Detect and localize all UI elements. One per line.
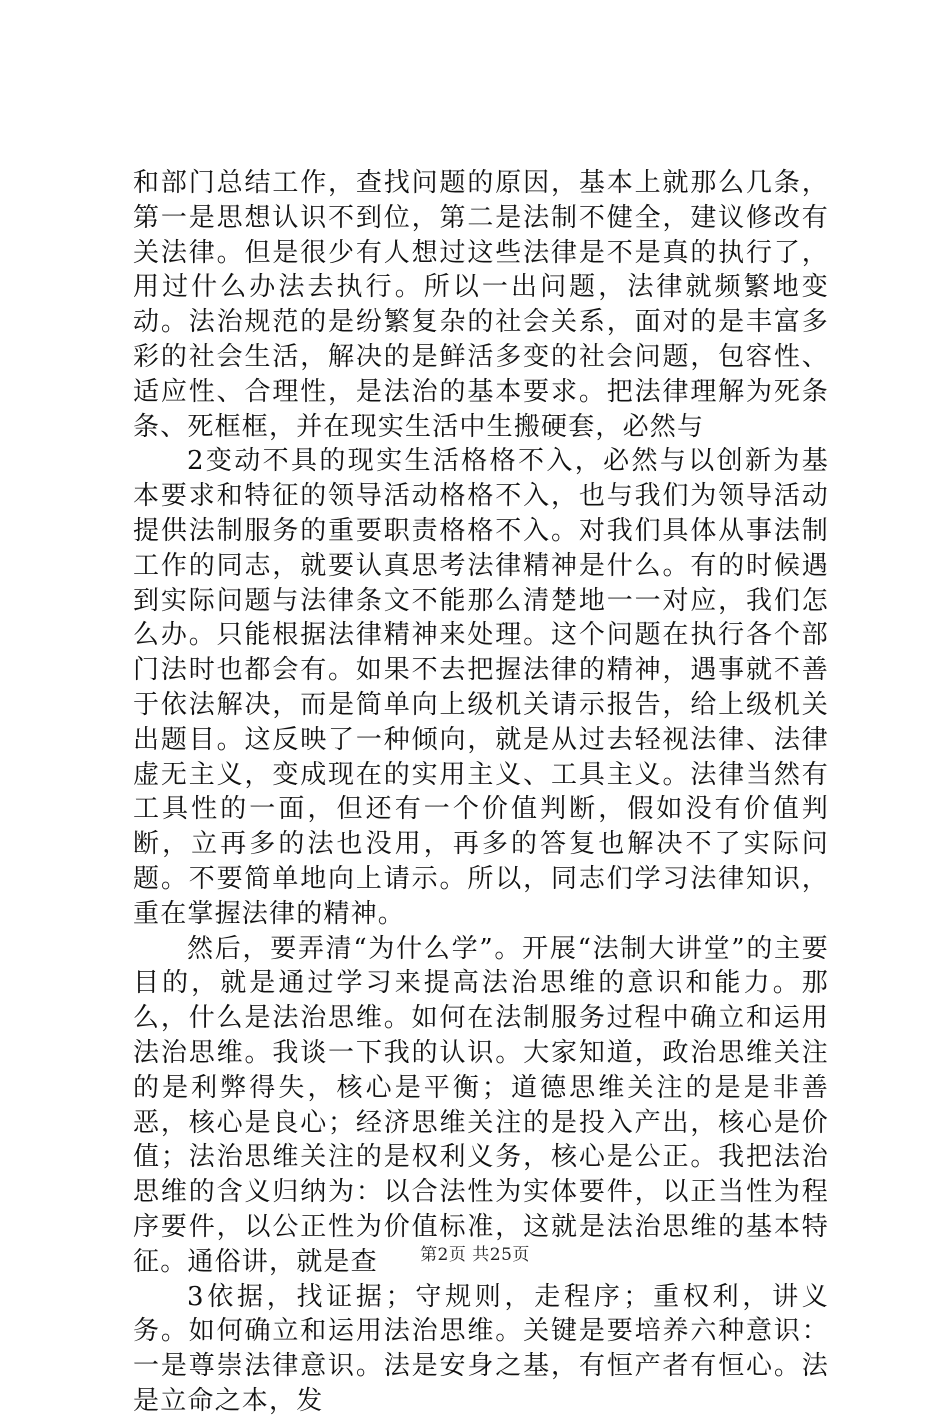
paragraph-4: 3依据，找证据；守规则，走程序；重权利，讲义务。如何确立和运用法治思维。关键是要培养六种意识：一是尊崇法律意识。法是安身之基，有恒产者有恒心。法是立命之本，发 (133, 1281, 829, 1416)
paragraph-2: 2变动不具的现实生活格格不入，必然与以创新为基本要求和特征的领导活动格格不入，也与我们为领导活动提供法制服务的重要职责格格不入。对我们具体从事法制工作的同志，就要认真思考法律精神是什么。有的时候遇到实际问题与法律条文不能那么清楚地一一对应，我们怎么办。只能根据法律精神来处理。这个问题在执行各个部门法时也都会有。如果不去把握法律的精神，遇事就不善于依法解决，而是简单向上级机关请示报告，给上级机关出题目。这反映了一种倾向，就是从过去轻视法律、法律虚无主义，变成现在的实用主义、工具主义。法律当然有工具性的一面，但还有一个价值判断，假如没有价值判断，立再多的法也没用，再多的答复也解决不了实际问题。不要简单地向上请示。所以，同志们学习法律知识，重在掌握法律的精神。 (133, 446, 829, 929)
document-body (133, 166, 829, 1419)
page-footer: 第2页 共25页 (420, 1245, 530, 1265)
paragraph-1: 和部门总结工作，查找问题的原因，基本上就那么几条，第一是思想认识不到位，第二是法制不健全，建议修改有关法律。但是很少有人想过这些法律是不是真的执行了，用过什么办法去执行。所以一出问题，法律就频繁地变动。法治规范的是纷繁复杂的社会关系，面对的是丰富多彩的社会生活，解决的是鲜活多变的社会问题，包容性、适应性、合理性，是法治的基本要求。把法律理解为死条条、死框框，并在现实生活中生搬硬套，必然与 (133, 168, 829, 442)
paragraph-3: 然后，要弄清“为什么学”。开展“法制大讲堂”的主要目的，就是通过学习来提高法治思维的意识和能力。那么，什么是法治思维。如何在法制服务过程中确立和运用法治思维。我谈一下我的认识。大家知道，政治思维关注的是利弊得失，核心是平衡；道德思维关注的是是非善恶，核心是良心；经济思维关注的是投入产出，核心是价值；法治思维关注的是权利义务，核心是公正。我把法治思维的含义归纳为：以合法性为实体要件，以正当性为程序要件，以公正性为价值标准，这就是法治思维的基本特征。通俗讲，就是查 (133, 933, 829, 1277)
